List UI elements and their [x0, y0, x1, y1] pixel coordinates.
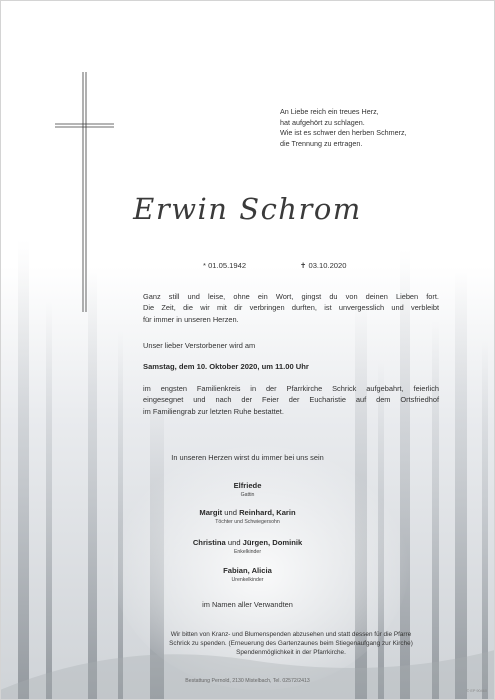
- notice-line: Wir bitten von Kranz- und Blumenspenden abzusehen und statt dessen für die Pfarre: [170, 631, 412, 638]
- funeral-date: Samstag, dem 10. Oktober 2020, um 11.00 Uhr: [143, 362, 309, 371]
- mourner-role: Töchter und Schwiegersohn: [215, 519, 280, 525]
- mourner-name-text: Jürgen, Dominik: [242, 538, 303, 547]
- death-date: ✝ 03.10.2020: [300, 261, 347, 270]
- mourner-name-text: Reinhard, Karin: [239, 508, 296, 517]
- conjunction: und: [224, 508, 237, 517]
- paragraph-line: im engsten Familienkreis in der Pfarrkirche Schrick aufgebahrt, feierlich: [143, 384, 439, 393]
- paragraph-line: Ganz still und leise, ohne ein Wort, gingst du von deinen Lieben fort.: [143, 292, 439, 301]
- notice-line: Spendenmöglichkeit in der Pfarrkirche.: [236, 648, 346, 656]
- remembrance-line: In unseren Herzen wirst du immer bei uns sein: [171, 453, 324, 462]
- notice-line: Schrick zu spenden. (Erneuerung des Gartenzaunes beim Stiegenaufgang zur Kirche): [169, 639, 413, 647]
- undertaker-footer: Bestattung Pernold, 2130 Mistelbach, Tel. 02572/2413: [185, 678, 310, 684]
- mourner-name: [0, 566, 495, 575]
- mourner-name-text: Fabian, Alicia: [223, 566, 272, 575]
- paragraph-line: für immer in unseren Herzen.: [143, 314, 239, 324]
- mourner-name: [0, 538, 495, 547]
- donation-notice: [143, 631, 439, 657]
- mourner-name-text: Christina: [192, 538, 226, 547]
- poem-line: An Liebe reich ein treues Herz,: [280, 107, 379, 116]
- conjunction: und: [227, 538, 241, 547]
- mourner-name-text: Margit: [199, 508, 223, 517]
- family-line: im Namen aller Verwandten: [202, 600, 293, 609]
- mourner-name: [0, 508, 495, 517]
- mourner-name-text: Elfriede: [233, 481, 262, 490]
- poem-line: hat aufgehört zu schlagen.: [280, 117, 365, 127]
- document-code: © EP 90460: [466, 689, 487, 693]
- deceased-name: Erwin Schrom: [133, 192, 362, 226]
- funeral-intro: Unser lieber Verstorbener wird am: [143, 341, 256, 350]
- paragraph-line: Die Zeit, die wir mit dir verbringen durften, ist unvergesslich und verbleibt: [143, 303, 439, 313]
- paragraph-line: eingesegnet und nach der Feier der Eucharistie auf dem Ortsfriedhof: [143, 395, 439, 405]
- funeral-details-paragraph: [143, 383, 439, 417]
- birth-date: * 01.05.1942: [203, 261, 247, 270]
- poem-line: Wie ist es schwer den herben Schmerz,: [280, 128, 407, 138]
- mourner-role: Enkelkinder: [233, 549, 262, 555]
- mourner-name: [0, 481, 495, 490]
- mourner-role: Urenkelkinder: [231, 577, 264, 583]
- mourner-role: Gattin: [240, 492, 255, 498]
- paragraph-line: im Familiengrab zur letzten Ruhe bestattet.: [143, 406, 284, 416]
- poem-line: die Trennung zu ertragen.: [280, 138, 363, 148]
- farewell-paragraph: [143, 291, 439, 325]
- poem: [280, 107, 480, 149]
